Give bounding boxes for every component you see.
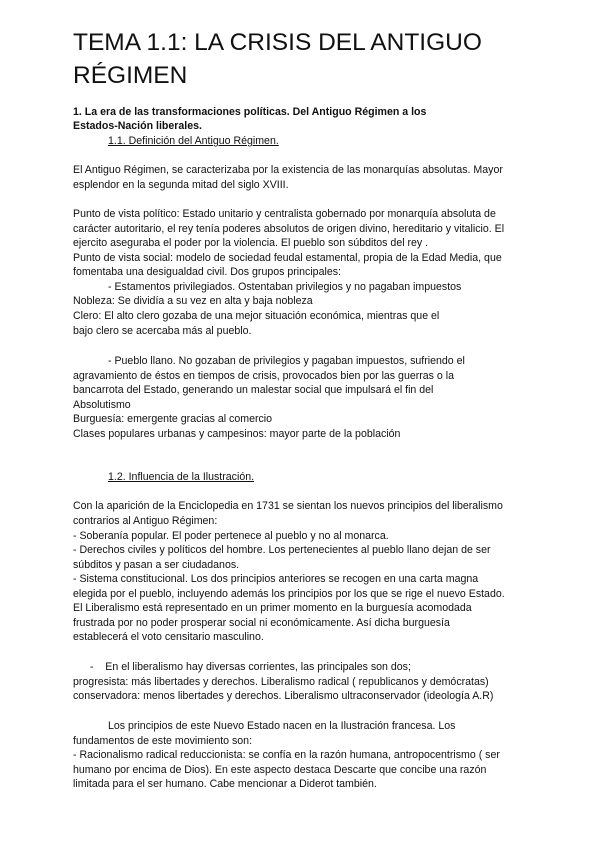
clergy-line-1: Clero: El alto clero gozaba de una mejor situación económica, mientras que el — [73, 310, 440, 322]
bourgeoisie-line: Burguesía: emergente gracias al comercio — [73, 413, 273, 425]
illustration-line-5: limitada para el ser humano. Cabe mencionar a Diderot también. — [73, 778, 377, 790]
commoners-line-4: Absolutismo — [73, 399, 131, 411]
political-line-1: Punto de vista político: Estado unitario y centralista gobernado por monarquía absoluta de — [73, 208, 496, 220]
political-line-3: ejercito aseguraba el poder por la violencia. El pueblo son súbditos del rey . — [73, 237, 429, 249]
commoners-line-3: bancarrota del Estado, generando un malestar social que impulsará el fin del — [73, 384, 434, 396]
principles-line-5: elegida por el pueblo, incluyendo además los principios por los que se rige el nuevo Estado. — [73, 588, 505, 600]
privileged-item: - Estamentos privilegiados. Ostentaban privilegios y no pagaban impuestos — [108, 281, 462, 293]
illustration-line-3: - Racionalismo radical reduccionista: se confía en la razón humana, antropocentrismo ( ser — [73, 749, 500, 761]
encyclopedia-line-2: contrarios al Antiguo Régimen: — [73, 515, 218, 527]
encyclopedia-line-1: Con la aparición de la Enciclopedia en 1731 se sientan los nuevos principios del liberalismo — [73, 500, 503, 512]
commoners-line-2: agravamiento de éstos en tiempos de crisis, provocados bien por las guerras o la — [73, 370, 454, 382]
principles-line-4: - Sistema constitucional. Los dos principios anteriores se recogen en una carta magna — [73, 573, 479, 585]
commoners-line-1: - Pueblo llano. No gozaban de privilegios y pagaban impuestos, sufriendo el — [108, 355, 465, 367]
clergy-line-2: bajo clero se acercaba más al pueblo. — [73, 325, 252, 337]
principles-line-8: establecerá el voto censitario masculino. — [73, 631, 264, 643]
principles-line-1: - Soberanía popular. El poder pertenece al pueblo y no al monarca. — [73, 530, 389, 542]
nobility-line: Nobleza: Se dividía a su vez en alta y baja nobleza — [73, 295, 313, 307]
principles-line-2: - Derechos civiles y políticos del hombre. Los pertenecientes al pueblo llano dejan de ser — [73, 544, 491, 556]
document-title — [73, 26, 482, 92]
popular-classes-line: Clases populares urbanas y campesinos: mayor parte de la población — [73, 428, 401, 440]
subsection-2-title: 1.2. Influencia de la Ilustración. — [108, 471, 255, 483]
title-line-1: TEMA 1.1: LA CRISIS DEL ANTIGUO — [73, 29, 482, 56]
definition-line-2: esplendor en la segunda mitad del siglo XVIII. — [73, 179, 289, 191]
illustration-line-1: Los principios de este Nuevo Estado nacen en la Ilustración francesa. Los — [108, 720, 456, 732]
section-heading-line-1: 1. La era de las transformaciones políticas. Del Antiguo Régimen a los — [73, 106, 427, 118]
title-line-2: RÉGIMEN — [73, 62, 188, 89]
currents-line-3: conservadora: menos libertades y derechos. Liberalismo ultraconservador (ideología A.R) — [73, 690, 494, 702]
subsection-1-title: 1.1. Definición del Antiguo Régimen. — [108, 135, 279, 147]
principles-line-3: súbditos y pasan a ser ciudadanos. — [73, 559, 240, 571]
currents-line-2: progresista: más libertades y derechos. Liberalismo radical ( republicanos y demócratas) — [73, 676, 489, 688]
social-line-1: Punto de vista social: modelo de sociedad feudal estamental, propia de la Edad Media, que — [73, 252, 502, 264]
section-heading-line-2: Estados-Nación liberales. — [73, 120, 202, 132]
illustration-line-2: fundamentos de este movimiento son: — [73, 735, 253, 747]
principles-line-7: frustrada por no poder prosperar social ni económicamente. Así dicha burguesía — [73, 617, 450, 629]
principles-line-6: El Liberalismo está representado en un primer momento en la burguesía acomodada — [73, 602, 472, 614]
definition-line-1: El Antiguo Régimen, se caracterizaba por la existencia de las monarquías absolutas. Mayor — [73, 164, 503, 176]
currents-line-1: - En el liberalismo hay diversas corrientes, las principales son dos; — [90, 661, 411, 673]
illustration-line-4: humano por encima de Dios). En este aspecto destaca Descarte que concibe una razón — [73, 764, 487, 776]
political-line-2: carácter autoritario, el rey tenía poderes absolutos de origen divino, hereditario y vitalicio. El — [73, 223, 505, 235]
social-line-2: fomentaba una desigualdad civil. Dos grupos principales: — [73, 266, 341, 278]
